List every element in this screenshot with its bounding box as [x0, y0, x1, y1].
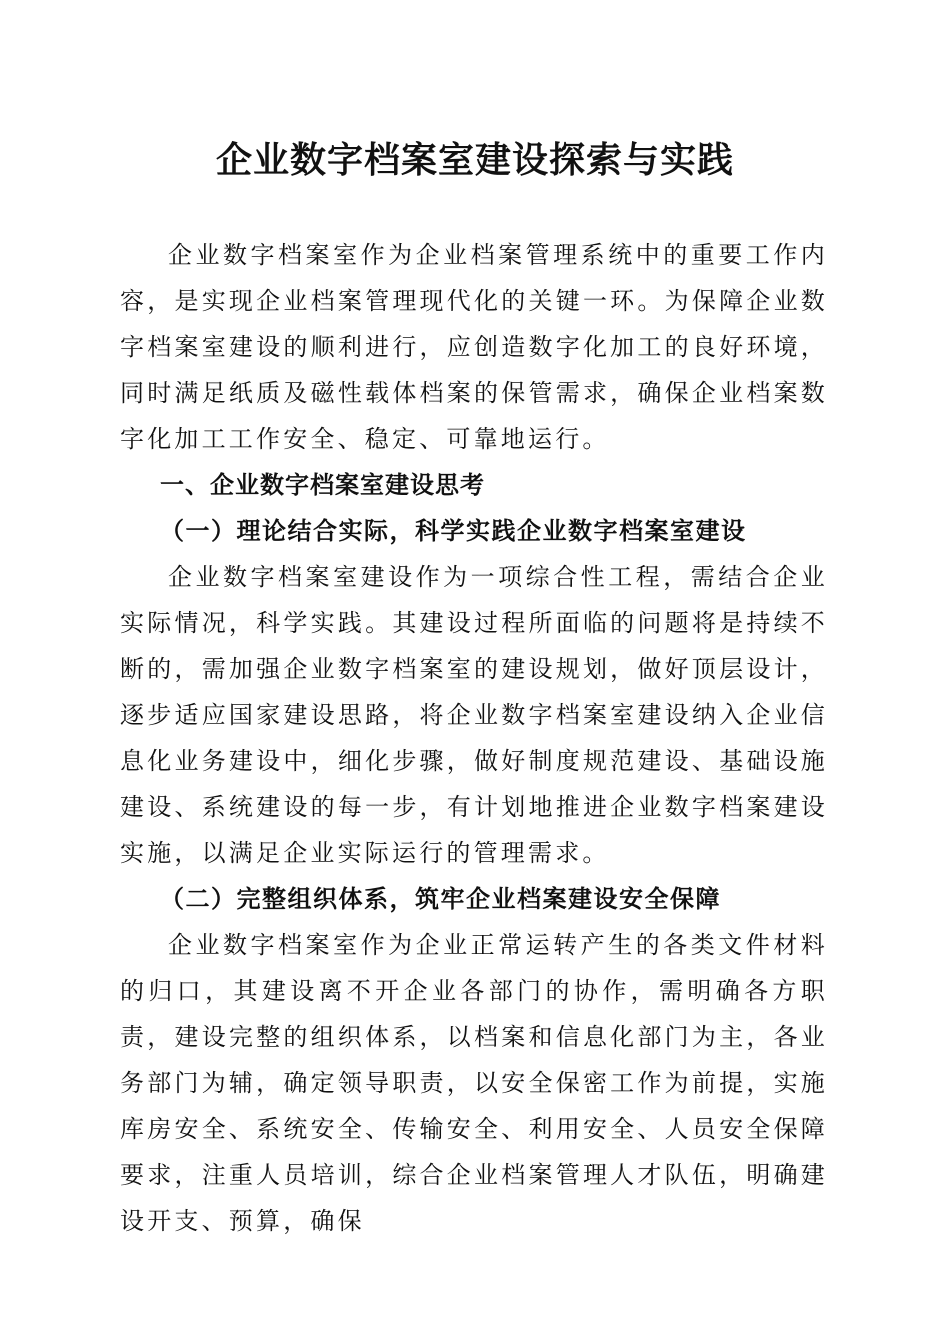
intro-paragraph: 企业数字档案室作为企业档案管理系统中的重要工作内容，是实现企业档案管理现代化的关键一环。为保障企业数字档案室建设的顺利进行，应创造数字化加工的良好环境，同时满足纸质及磁性载体档案的保管需求，确保企业档案数字化加工工作安全、稳定、可靠地运行。: [120, 241, 828, 453]
document-body: [120, 232, 828, 1244]
subsection-2-paragraph: 企业数字档案室作为企业正常运转产生的各类文件材料的归口，其建设离不开企业各部门的协作，需明确各方职责，建设完整的组织体系，以档案和信息化部门为主，各业务部门为辅，确定领导职责，以安全保密工作为前提，实施库房安全、系统安全、传输安全、利用安全、人员安全保障要求，注重人员培训，综合企业档案管理人才队伍，明确建设开支、预算，确保: [120, 931, 828, 1235]
section-heading-1: 一、企业数字档案室建设思考: [160, 471, 485, 499]
subsection-1-paragraph: 企业数字档案室建设作为一项综合性工程，需结合企业实际情况，科学实践。其建设过程所面临的问题将是持续不断的，需加强企业数字档案室的建设规划，做好顶层设计，逐步适应国家建设思路，将企业数字档案室建设纳入企业信息化业务建设中，细化步骤，做好制度规范建设、基础设施建设、系统建设的每一步，有计划地推进企业数字档案建设实施，以满足企业实际运行的管理需求。: [120, 563, 828, 867]
subsection-heading-2: （二）完整组织体系，筑牢企业档案建设安全保障: [160, 884, 721, 913]
document-title: 企业数字档案室建设探索与实践: [215, 139, 734, 181]
subsection-heading-1: （一）理论结合实际，科学实践企业数字档案室建设: [160, 516, 747, 545]
